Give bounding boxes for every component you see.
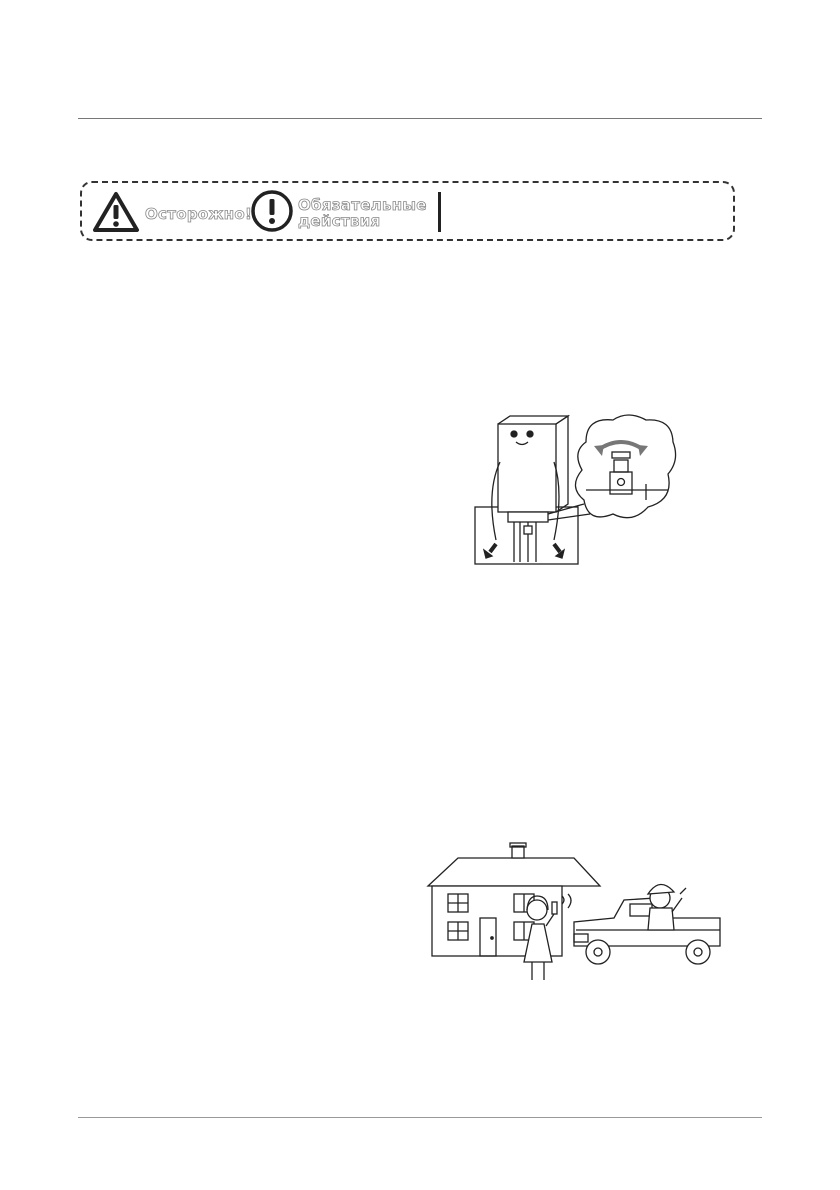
caution-label: Осторожно! [145, 205, 253, 223]
boiler-illustration [468, 412, 678, 571]
legend-divider [438, 192, 441, 232]
warning-triangle-icon [91, 190, 141, 238]
footer-rule [78, 1117, 762, 1118]
mandatory-label: Обязательные действия [298, 196, 427, 230]
symbol-legend [80, 181, 735, 241]
house-illustration [424, 838, 724, 992]
legend-mandatory [250, 189, 428, 237]
header-rule [78, 118, 762, 119]
exclamation-circle-icon [250, 189, 294, 237]
legend-caution [91, 190, 252, 238]
